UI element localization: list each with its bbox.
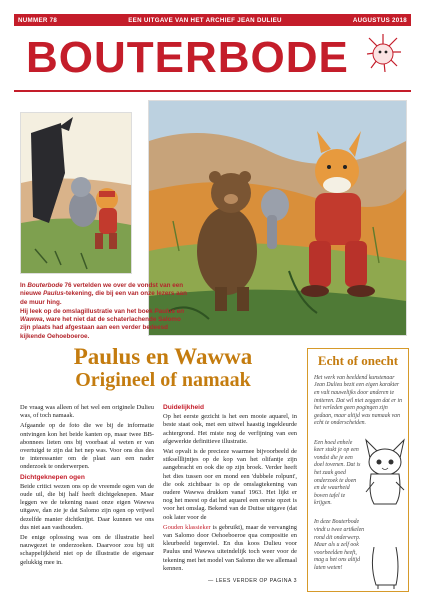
sidebar-paragraph: Het werk van beeldend kunstenaar Jean Dulieu bezit een eigen karakter en valt nauwelijks door anderen te imiteren. Dat wil niet zeggen dat er in het verleden geen pogingen zijn gedaan, maar altijd was namaak van echt te onderscheiden. [314,374,403,427]
illustration-sketch-left [20,112,132,274]
issue-number: NUMMER 78 [18,16,58,24]
continue-reading-link[interactable]: — LEES VERDER OP PAGINA 3 [208,578,297,585]
cat-sketch-icon [362,438,408,508]
col1-paragraph: De enige oplossing was om de illustratie heel nauwgezet te onderzoeken. Daarvoor zou bij uit schappelijkheid niet op de illustratie de eigenaar gelukkig mee in. [20,534,154,566]
issue-banner [14,14,411,26]
masthead [14,26,411,90]
col2-paragraph: Gouden klassieker is gebruikt), maar de vervanging van Salomo door Oehoeboeroe qua compositie en kleurbeeld tegenviel. En dus koos Dulieu voor Paulus und Wawwa uiteindelijk toch weer voor de tekening met het model van Salomo die we allemaal kennen. [163,523,297,572]
cat-leg-sketch-icon [368,547,404,589]
col2-subheading: Duidelijkheid [163,404,205,411]
article-headline [18,344,308,391]
gouden-klassieker-link[interactable]: Gouden klassieker [163,523,211,531]
publisher-line: EEN UITGAVE VAN HET ARCHIEF JEAN DULIEU [128,16,282,24]
intro-caption [20,282,190,342]
col2-paragraph: Op het eerste gezicht is het een mooie aquarel, in beste staat ook, met een uitwel haastig ingekleurde achtergrond. Het miste nog de verfijning van een afgewerkte definitieve illustratie. [163,413,297,445]
article-column-2 [163,404,297,585]
sidebar-paragraph: Een hoed enhele keer stukt je op een vondst die je een doel tovenen. Dat is het zaak goed onderzoek te doen en de waarheid boven tafel te krijgen. [314,439,361,507]
col2-paragraph: Wat opvalt is de precieze waarmee bijvoorbeeld de stikselllijntjes op de kop van het olifantje zijn aangebracht en ook die op zijn broek. Verder heeft het dies tussen oor en mond een 'dubbele rolpunt', die ook zichtbaar is op de omslagtekening van oudere Wawwa drukken vanaf 1963. Het lijkt er nog het meest op dat het aquarel een eerste opzet is voor het omslag. Bekend van de Duitse uitgave (dat ook later voor de [163,448,297,521]
col1-paragraph: De vraag was alleen of het wel een originele Dulieu was, of toch namaak. [20,404,154,420]
sidebar-echt-of-onecht [307,348,409,592]
masthead-rule [14,90,411,92]
headline-subtitle: Origineel of namaak [75,369,251,391]
col1-subheading: Dichtgeknepen ogen [20,473,85,481]
caption-paragraph-2: Hij leek op de omslagillustratie van het boek Paulus en Wawwa, ware het niet dat de schaterlachende Salomo zijn plaats had afgestaan aan een verder bedeesd kijkende Oehoeboeroe. [20,307,185,340]
sidebar-title: Echt of onecht [317,353,399,368]
issue-date: AUGUSTUS 2018 [352,16,407,24]
masthead-title: BOUTERBODE [26,33,349,82]
sidebar-paragraph: In deze Bouterbode vindt u twee artikelen rond dit onderwerp. Maar als u zelf ook voorbeelden heeft, mag u het ons altijd laten weten! [314,519,365,572]
masthead-mascot-icon [363,32,403,76]
article-column-1 [20,404,154,569]
col1-paragraph: Beide critici wezen ons op de vreemde ogen van de oude uil, die bij half heeft dichtgeknepen. Maar leggen we de tekening naast onze eigen Wawwa uitgave, dan zie je dat Salomo zijn ogen op vrijwel dezelfde manier dichtknijpt. Daar kunnen we ons dus niet aan vasthouden. [20,482,154,531]
caption-paragraph-1: In Bouterbode 76 vertelden we over de vondst van een nieuwe Paulus-tekening, die bij een van onze lezers aan de muur hing. [20,282,187,306]
headline-title: Paulus en Wawwa [73,344,253,369]
col1-paragraph: Afgaande op de foto die we bij de informatie ontvingen kon het beide kanten op, maar twee BB-abonnees lieten ons bij voorbaat al weten er van overtuigd te zijn dat het nep was. Voor ons dus des te interessanter om de plaat aan een nader onderzoek te onderwerpen. [20,422,154,471]
